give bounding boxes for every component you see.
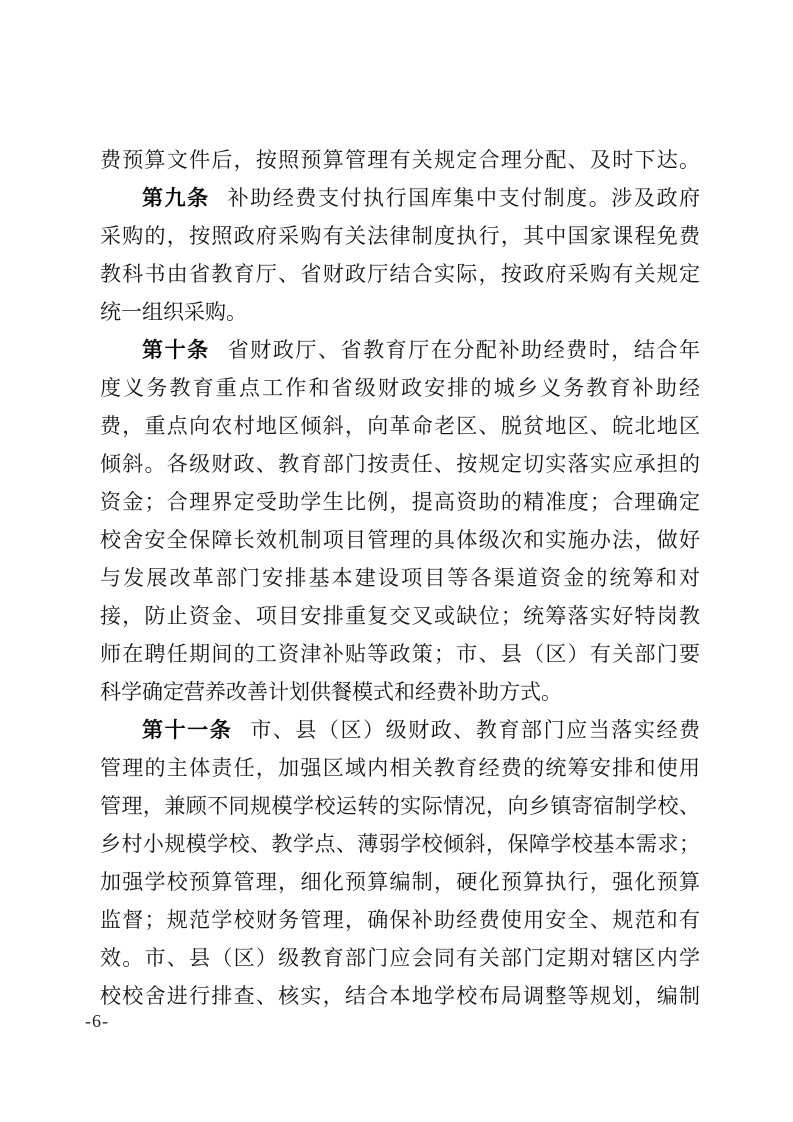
text-line — [100, 863, 700, 901]
text-line — [100, 407, 700, 445]
line-text: 资金；合理界定受助学生比例，提高资助的精准度；合理确定 — [100, 490, 700, 514]
line-text: 校舍安全保障长效机制项目管理的具体级次和实施办法，做好 — [100, 528, 700, 552]
text-line — [100, 673, 700, 711]
document-body — [100, 141, 700, 1015]
article-heading: 第九条 — [142, 186, 210, 210]
article-heading: 第十一条 — [142, 718, 233, 742]
text-line — [100, 749, 700, 787]
text-line — [100, 901, 700, 939]
text-line — [100, 521, 700, 559]
text-line — [100, 483, 700, 521]
line-text: 校校舍进行排查、核实，结合本地学校布局调整等规划，编制 — [100, 984, 700, 1008]
text-line — [100, 711, 700, 749]
text-line — [100, 787, 700, 825]
line-text: 加强学校预算管理，细化预算编制，硬化预算执行，强化预算 — [100, 870, 700, 894]
line-text: 科学确定营养改善计划供餐模式和经费补助方式。 — [100, 680, 562, 704]
text-line — [100, 255, 700, 293]
line-text: 倾斜。各级财政、教育部门按责任、按规定切实落实应承担的 — [100, 452, 700, 476]
line-text: 省财政厅、省教育厅在分配补助经费时，结合年 — [227, 338, 701, 362]
article-heading: 第十条 — [142, 338, 210, 362]
text-line — [100, 217, 700, 255]
line-text: 市、县（区）级财政、教育部门应当落实经费 — [250, 718, 701, 742]
line-text: 师在聘任期间的工资津补贴等政策；市、县（区）有关部门要 — [100, 642, 700, 666]
line-text: 乡村小规模学校、教学点、薄弱学校倾斜，保障学校基本需求； — [100, 832, 700, 856]
line-text: 费预算文件后，按照预算管理有关规定合理分配、及时下达。 — [100, 148, 700, 172]
line-text: 管理的主体责任，加强区域内相关教育经费的统筹安排和使用 — [100, 756, 700, 780]
line-text: 采购的，按照政府采购有关法律制度执行，其中国家课程免费 — [100, 224, 700, 248]
text-line — [100, 825, 700, 863]
line-text: 接，防止资金、项目安排重复交叉或缺位；统筹落实好特岗教 — [100, 604, 700, 628]
text-line — [100, 293, 700, 331]
text-line — [100, 597, 700, 635]
text-line — [100, 977, 700, 1015]
text-line — [100, 369, 700, 407]
page-number: -6- — [85, 1011, 109, 1031]
line-text: 与发展改革部门安排基本建设项目等各渠道资金的统筹和对 — [100, 566, 700, 590]
line-text: 度义务教育重点工作和省级财政安排的城乡义务教育补助经 — [100, 376, 700, 400]
line-text: 统一组织采购。 — [100, 300, 247, 324]
text-line — [100, 635, 700, 673]
line-text: 费，重点向农村地区倾斜，向革命老区、脱贫地区、皖北地区 — [100, 414, 700, 438]
text-line — [100, 559, 700, 597]
text-line — [100, 445, 700, 483]
text-line — [100, 939, 700, 977]
text-line — [100, 331, 700, 369]
text-line — [100, 141, 700, 179]
line-text: 管理，兼顾不同规模学校运转的实际情况，向乡镇寄宿制学校、 — [100, 794, 700, 818]
line-text: 监督；规范学校财务管理，确保补助经费使用安全、规范和有 — [100, 908, 700, 932]
line-text: 补助经费支付执行国库集中支付制度。涉及政府 — [227, 186, 701, 210]
line-text: 教科书由省教育厅、省财政厅结合实际，按政府采购有关规定 — [100, 262, 700, 286]
line-text: 效。市、县（区）级教育部门应会同有关部门定期对辖区内学 — [100, 946, 700, 970]
text-line — [100, 179, 700, 217]
